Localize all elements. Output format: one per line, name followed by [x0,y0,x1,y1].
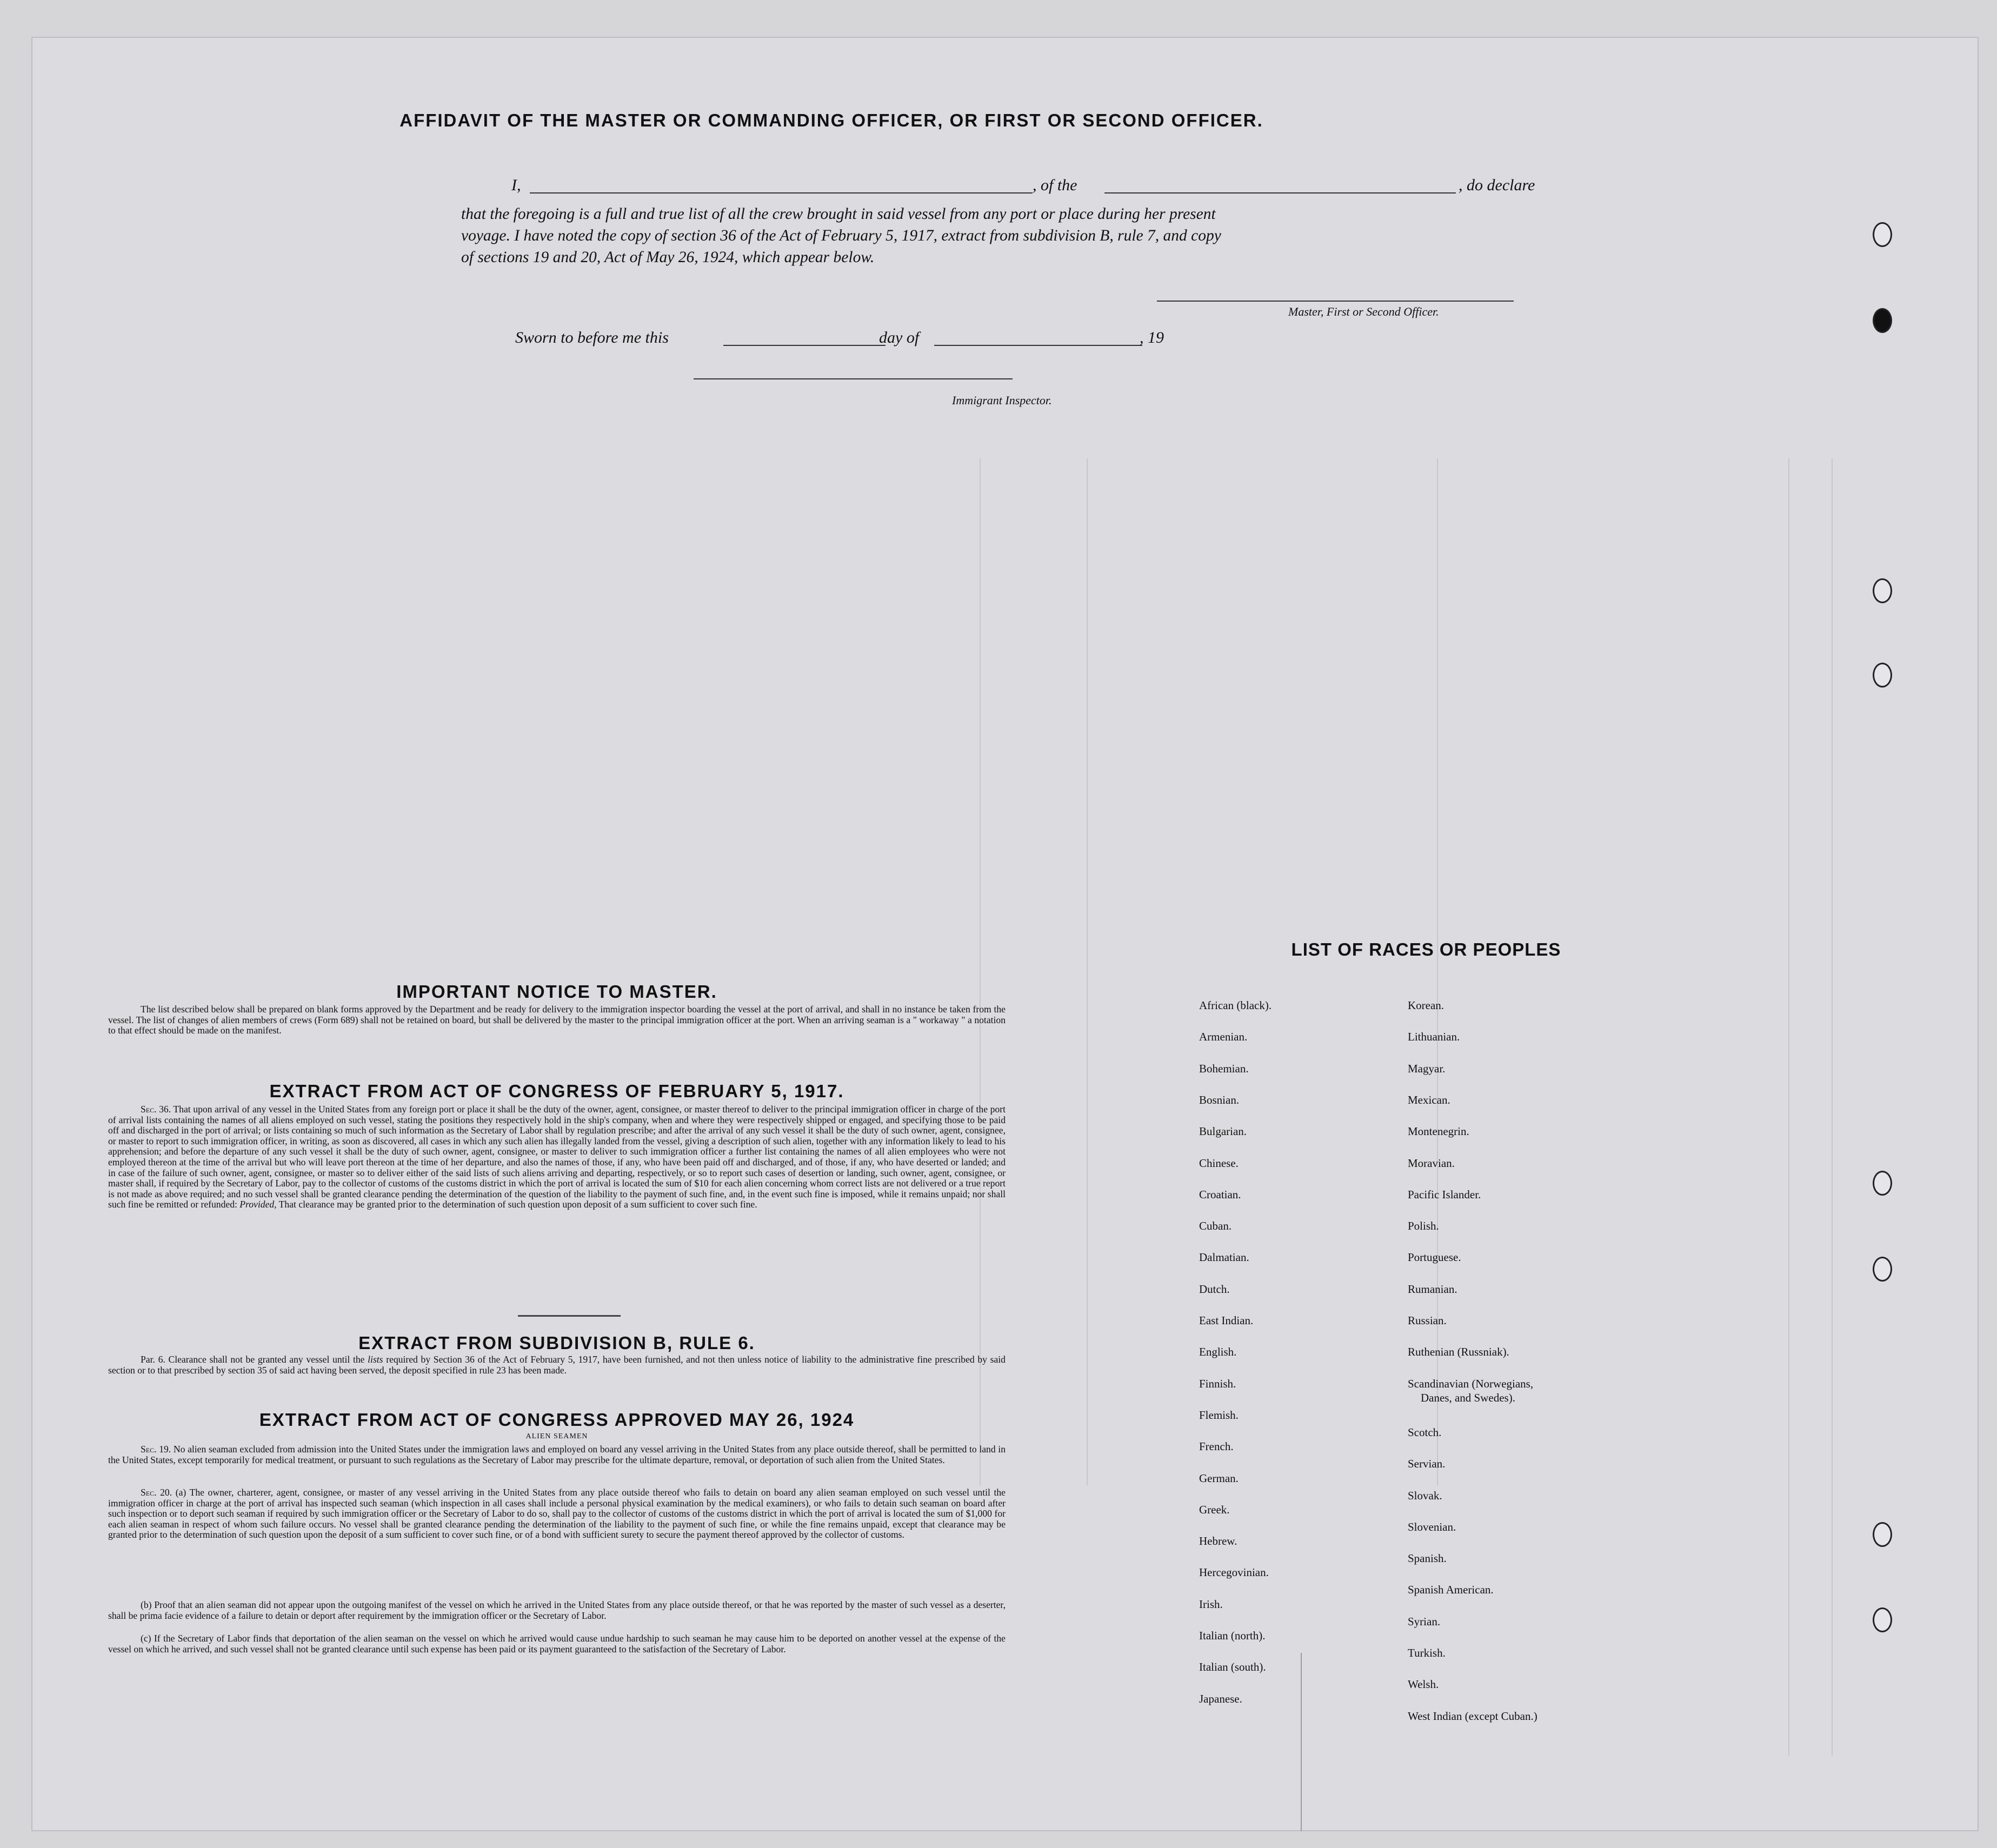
alien-seamen-subtitle: ALIEN SEAMEN [525,1432,588,1440]
sec-20b: (b) Proof that an alien seaman did not appear upon the outgoing manifest of the vessel on which he arrived in the United States from any place outside thereof, or that he was reported by the master of such vessel as a deserter, shall be prima facie evidence of a failure to detain or deport after requirement by the immigration officer or the Secretary of Labor. [108,1599,1006,1621]
proviso-label: Provided, [239,1199,277,1210]
punch-hole [1873,1607,1892,1632]
race-item: Hebrew. [1199,1535,1237,1548]
race-item: Polish. [1408,1219,1439,1233]
race-item: Bohemian. [1199,1062,1249,1075]
sworn-date-line [723,345,886,346]
paper-crease [1301,1653,1302,1831]
par-6-label: Par. 6. [141,1354,165,1365]
race-item: Scandinavian (Norwegians, [1408,1377,1534,1390]
race-item: Scotch. [1408,1425,1442,1439]
sworn-prefix: Sworn to before me this [515,329,669,346]
race-item: Mexican. [1408,1093,1450,1106]
sec-19-text: No alien seaman excluded from admission into the United States under the immigration laws and employed on board any vessel arriving in the United States from any place outside thereof, shall be permitted to land in the United States, except temporarily for medical treatment, or pursuant to such regulations as the Secretary of Labor may prescribe for the ultimate departure, removal, or deportation of such alien from the United States. [108,1444,1006,1465]
race-item: Ruthenian (Russniak). [1408,1345,1509,1359]
sec-36-label: Sec. 36. [141,1104,171,1115]
show-through-line [980,458,981,1485]
show-through-line [1832,458,1833,1756]
affidavit-line2: that the foregoing is a full and true list of all the crew brought in said vessel from any port or place during her present [461,205,1216,223]
inspector-signature-line [694,378,1013,379]
punch-hole [1873,578,1892,603]
master-caption: Master, First or Second Officer. [1288,305,1439,318]
proviso-text: That clearance may be granted prior to the determination of such question upon deposit of a sum sufficient to cover such fine. [278,1199,757,1210]
sec-20-label: Sec. 20. [141,1487,172,1498]
race-item: Servian. [1408,1457,1446,1471]
vessel-name-line [1104,192,1456,194]
race-item: Chinese. [1199,1156,1239,1170]
race-item: Armenian. [1199,1030,1248,1044]
notice-title: IMPORTANT NOTICE TO MASTER. [396,982,717,1002]
manifest-sheet [31,37,1979,1831]
race-item: Pacific Islander. [1408,1187,1481,1201]
sec-36-text: That upon arrival of any vessel in the United States from any foreign port or place it shall be the duty of the owner, agent, consignee, or master thereof to deliver to the principal immigration officer in charge of the port of arrival lists containing the names of all aliens employed on such vessel, stating the positions they respectively hold in the ship's company, when and where they were respectively shipped or engaged, and specifying those to be paid off and discharged in the port of arrival; or lists containing so much of such information as the Secretary of Labor shall by regulation prescribe; and after the arrival of any such vessel it shall be the duty of such owner, agent, consignee, or master to report to such immigration officer, in writing, as soon as discovered, all cases in which any such alien has illegally landed from the vessel, giving a description of such alien, together with any information likely to lead to his apprehension; and before the departure of any such vessel it shall be the duty of such owner, agent, consignee, or master to deliver to such immigration officer a further list containing the names of all alien employees who were not employed thereon at the time of the arrival but who will leave port thereon at the time of her departure, and also the names of those, if any, who have been paid off and discharged, and of those, if any, who have deserted or landed; and in case of the failure of such owner, agent, consignee, or master so to deliver either of the said lists of such aliens arriving and departing, respectively, or so to report such cases of desertion or landing, such owner, agent, consignee, or master shall, if required by the Secretary of Labor, pay to the collector of customs of the customs district in which the port of arrival is located the sum of $10 for each alien concerning whom correct lists are not delivered or a true report is not made as above required; and no such vessel shall be granted clearance pending the determination of the question of the liability to the payment of such fine, and, in the event such fine is imposed, while it remains unpaid; nor shall such fine be remitted or refunded: [108,1104,1006,1210]
race-item: Italian (north). [1199,1629,1266,1642]
race-item: Moravian. [1408,1156,1455,1170]
race-item: Finnish. [1199,1377,1236,1390]
race-item: Greek. [1199,1503,1230,1516]
subdivision-body [108,1355,1006,1376]
race-item: Portuguese. [1408,1251,1461,1264]
declarant-name-line [530,192,1033,194]
sworn-year: , 19 [1140,329,1164,346]
punch-hole [1873,1171,1892,1196]
race-item: Dutch. [1199,1282,1230,1296]
race-item: Slovenian. [1408,1520,1456,1533]
race-item: Russian. [1408,1314,1447,1327]
race-item: German. [1199,1471,1239,1485]
race-item: Syrian. [1408,1615,1441,1628]
race-item: Bosnian. [1199,1093,1240,1106]
par-6-lists: lists [368,1354,383,1365]
race-item: Hercegovinian. [1199,1566,1269,1579]
race-item: African (black). [1199,999,1272,1012]
sec-20a-text: (a) The owner, charterer, agent, consignee, or master of any vessel arriving in the United States from any place outside thereof who fails to detain on board any alien seaman employed on such vessel until the immigration officer in charge at the port of arrival has inspected such seaman (which inspection in all cases shall include a personal physical examination by the medical examiners), or who fails to detain such seaman on board after such inspection or to deport such seaman if required by such immigration officer or the Secretary of Labor to do so, shall pay to the collector of customs of the customs district in which the port of arrival is located the sum of $1,000 for each alien seaman in respect of whom such failure occurs. No vessel shall be granted clearance pending the determination of the liability to the payment of such fine, or while the fine remains unpaid, except that clearance may be granted prior to the determination of such question upon the deposit of a sum sufficient to cover such fine, or of a bond with sufficient surety to secure the payment thereof approved by the collector of customs. [108,1487,1006,1540]
master-signature-line [1157,301,1514,302]
race-item: Bulgarian. [1199,1125,1247,1138]
race-item: Magyar. [1408,1062,1446,1075]
sworn-day: day of [879,329,920,346]
race-item: Croatian. [1199,1187,1241,1201]
extract-1917-title: EXTRACT FROM ACT OF CONGRESS OF FEBRUARY 5, 1917. [269,1081,844,1101]
affidavit-line3: voyage. I have noted the copy of section 36 of the Act of February 5, 1917, extract from subdivision B, rule 7, and copy [461,227,1221,244]
race-item: Flemish. [1199,1408,1239,1422]
punch-hole [1873,1257,1892,1282]
sec-19 [108,1444,1006,1465]
affidavit-line4: of sections 19 and 20, Act of May 26, 1924, which appear below. [461,249,875,266]
punch-hole [1873,308,1892,333]
race-item: English. [1199,1345,1237,1359]
race-item: Turkish. [1408,1646,1446,1660]
sec-20a [108,1487,1006,1540]
sworn-month-line [934,345,1142,346]
inspector-caption: Immigrant Inspector. [952,393,1052,407]
race-item: Cuban. [1199,1219,1232,1233]
section-divider [518,1315,621,1317]
punch-hole [1873,222,1892,247]
subdivision-title: EXTRACT FROM SUBDIVISION B, RULE 6. [358,1333,755,1353]
affidavit-line1-mid: , of the [1033,176,1077,194]
race-item: Dalmatian. [1199,1251,1249,1264]
extract-1924-title: EXTRACT FROM ACT OF CONGRESS APPROVED MAY 26, 1924 [259,1410,855,1430]
race-item: Lithuanian. [1408,1030,1460,1044]
race-item: Italian (south). [1199,1660,1266,1674]
sec-19-label: Sec. 19. [141,1444,171,1455]
race-item: French. [1199,1440,1234,1453]
race-item: Japanese. [1199,1692,1242,1705]
race-item: Spanish. [1408,1552,1447,1565]
par-6-text-pre: Clearance shall not be granted any vessel until the [168,1354,365,1365]
punch-hole [1873,1522,1892,1547]
race-item: Slovak. [1408,1489,1442,1502]
race-item: East Indian. [1199,1314,1254,1327]
race-item: Danes, and Swedes). [1421,1391,1515,1404]
affidavit-line1-suffix: , do declare [1459,176,1535,194]
race-item: Spanish American. [1408,1583,1494,1597]
race-item: Montenegrin. [1408,1125,1469,1138]
par-6-text-post: required by Section 36 of the Act of February 5, 1917, have been furnished, and not then unless notice of liability to the administrative fine prescribed by said section or to that prescribed by section 35 of said act having been served, the deposit specified in rule 23 has been made. [108,1354,1006,1376]
notice-body: The list described below shall be prepared on blank forms approved by the Department and be ready for delivery to the immigration inspector boarding the vessel at the port of arrival, and shall in no instance be taken from the vessel. The list of changes of alien members of crews (Form 689) shall not be retained on board, but shall be delivered by the master to the principal immigration officer at the port. When an arriving seaman is a " workaway " a notation to that effect should be made on the manifest. [108,1004,1006,1036]
affidavit-title: AFFIDAVIT OF THE MASTER OR COMMANDING OFFICER, OR FIRST OR SECOND OFFICER. [400,110,1263,130]
punch-hole [1873,663,1892,688]
race-item: Irish. [1199,1597,1223,1611]
sec-20c: (c) If the Secretary of Labor finds that deportation of the alien seaman on the vessel on which he arrived would cause undue hardship to such seaman he may cause him to be deported on another vessel at the expense of the vessel on which he arrived, and such vessel shall not be granted clearance until such expense has been paid or its payment guaranteed to the satisfaction of the Secretary of Labor. [108,1633,1006,1654]
extract-1917-body [108,1104,1006,1210]
show-through-line [1437,458,1438,1485]
race-item: Welsh. [1408,1678,1439,1691]
race-item: Rumanian. [1408,1282,1457,1296]
races-title: LIST OF RACES OR PEOPLES [1291,939,1561,959]
affidavit-line1-prefix: I, [511,176,521,194]
race-item: West Indian (except Cuban.) [1408,1709,1537,1723]
show-through-line [1788,458,1789,1756]
show-through-line [1087,458,1088,1485]
race-item: Korean. [1408,999,1445,1012]
